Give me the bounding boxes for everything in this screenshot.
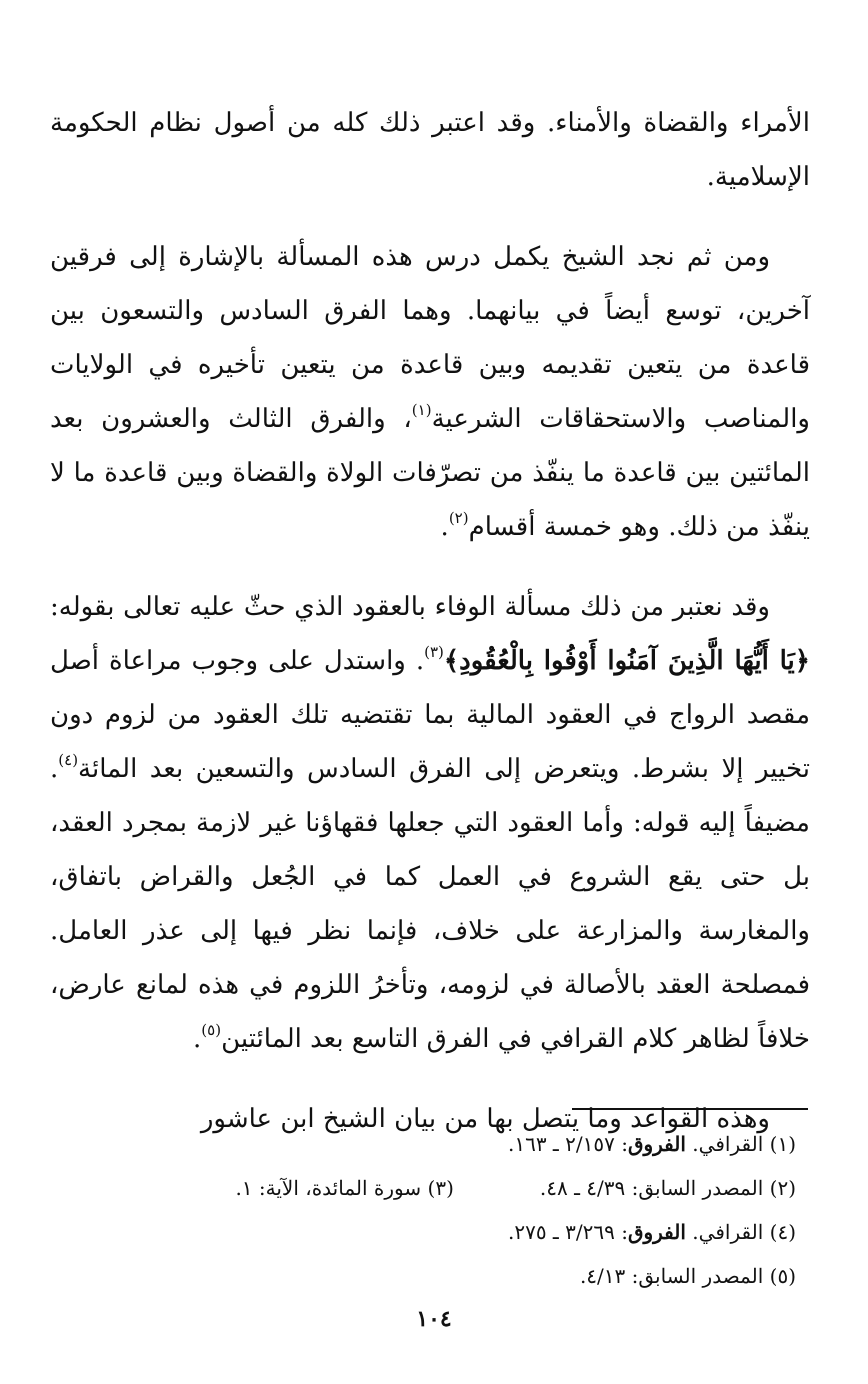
footnote-text: القرافي. bbox=[685, 1220, 764, 1244]
paragraph-text: ومن ثم نجد الشيخ يكمل درس هذه المسألة بالإشارة إلى فرقين آخرين، توسع أيضاً في بيانهما. وهما الفرق السادس والتسعون بين قاعدة من يتعين تقديمه وبين قاعدة من يتعين تأخيره في الولايات والمناصب والاستحقاقات الشرعية bbox=[50, 242, 810, 434]
page-number: ١٠٤ bbox=[416, 1306, 452, 1332]
footnote-book-title: الفروق bbox=[627, 1220, 686, 1244]
footnote-line bbox=[90, 1210, 796, 1254]
footnote-line bbox=[90, 1254, 796, 1298]
paragraph-text: . bbox=[440, 512, 449, 542]
footnote-text: المصدر السابق: ٤/١٣. bbox=[579, 1264, 764, 1288]
footnote bbox=[508, 1210, 796, 1254]
footnote-text: المصدر السابق: ٤/٣٩ ـ ٤٨. bbox=[539, 1176, 764, 1200]
footnote bbox=[580, 1254, 796, 1298]
quran-verse: ﴿يَا أَيُّهَا الَّذِينَ آمَنُوا أَوْفُوا بِالْعُقُودِ﴾ bbox=[443, 646, 810, 676]
footnote bbox=[540, 1166, 796, 1210]
page-body bbox=[50, 96, 810, 1146]
footnote-text: القرافي. bbox=[685, 1132, 764, 1156]
footnote-citation: : ٢/١٥٧ ـ ١٦٣. bbox=[507, 1132, 628, 1156]
footnote-reference: (٥) bbox=[201, 1021, 222, 1039]
footnote-number: (٤) bbox=[769, 1220, 796, 1244]
footnote-book-title: الفروق bbox=[627, 1132, 686, 1156]
paragraph-text: وقد نعتبر من ذلك مسألة الوفاء بالعقود الذي حثّ عليه تعالى بقوله: bbox=[50, 592, 770, 622]
paragraph-text: . bbox=[193, 1024, 202, 1054]
paragraph-text: وهذه القواعد وما يتصل بها من بيان الشيخ ابن عاشور bbox=[200, 1104, 770, 1134]
footnote-number: (٥) bbox=[769, 1264, 796, 1288]
footnote-reference: (٣) bbox=[424, 643, 444, 661]
paragraph bbox=[50, 96, 810, 204]
footnote-number: (٢) bbox=[769, 1176, 796, 1200]
footnotes bbox=[90, 1122, 796, 1298]
paragraph-text: . واستدل على وجوب مراعاة أصل مقصد الرواج في العقود المالية بما تقتضيه تلك العقود من لزوم دون تخيير إلا بشرط. ويتعرض إلى الفرق السادس والتسعين بعد المائة bbox=[50, 646, 810, 784]
footnote-number: (٣) bbox=[427, 1176, 454, 1200]
footnote-number: (١) bbox=[769, 1132, 796, 1156]
paragraph bbox=[50, 230, 810, 554]
footnote bbox=[235, 1166, 453, 1210]
footnote-citation: : ٣/٢٦٩ ـ ٢٧٥. bbox=[507, 1220, 628, 1244]
paragraph-text: الأمراء والقضاة والأمناء. وقد اعتبر ذلك كله من أصول نظام الحكومة الإسلامية. bbox=[50, 108, 810, 192]
footnote-line bbox=[90, 1166, 796, 1210]
paragraph-text: ، والفرق الثالث والعشرون بعد المائتين بين قاعدة ما ينفّذ من تصرّفات الولاة والقضاة وبين قاعدة ما لا ينفّذ من ذلك. وهو خمسة أقسام bbox=[50, 404, 810, 542]
footnote-line bbox=[90, 1122, 796, 1166]
footnote-reference: (١) bbox=[411, 401, 432, 419]
footnote-reference: (٤) bbox=[58, 751, 79, 769]
footnote-text: سورة المائدة، الآية: ١. bbox=[235, 1176, 422, 1200]
paragraph bbox=[50, 580, 810, 1066]
footnote-separator bbox=[572, 1108, 808, 1110]
footnote-reference: (٢) bbox=[448, 509, 469, 527]
footnote bbox=[508, 1122, 796, 1166]
paragraph-text: . مضيفاً إليه قوله: وأما العقود التي جعلها فقهاؤنا غير لازمة بمجرد العقد، بل حتى يقع الشروع في العمل كما في الجُعل والقراض باتفاق، والمغارسة والمزارعة على خلاف، فإنما نظر فيها إلى عذر العامل. فمصلحة العقد بالأصالة في لزومه، وتأخرُ اللزوم في هذه لمانع عارض، خلافاً لظاهر كلام القرافي في الفرق التاسع بعد المائتين bbox=[50, 754, 810, 1054]
